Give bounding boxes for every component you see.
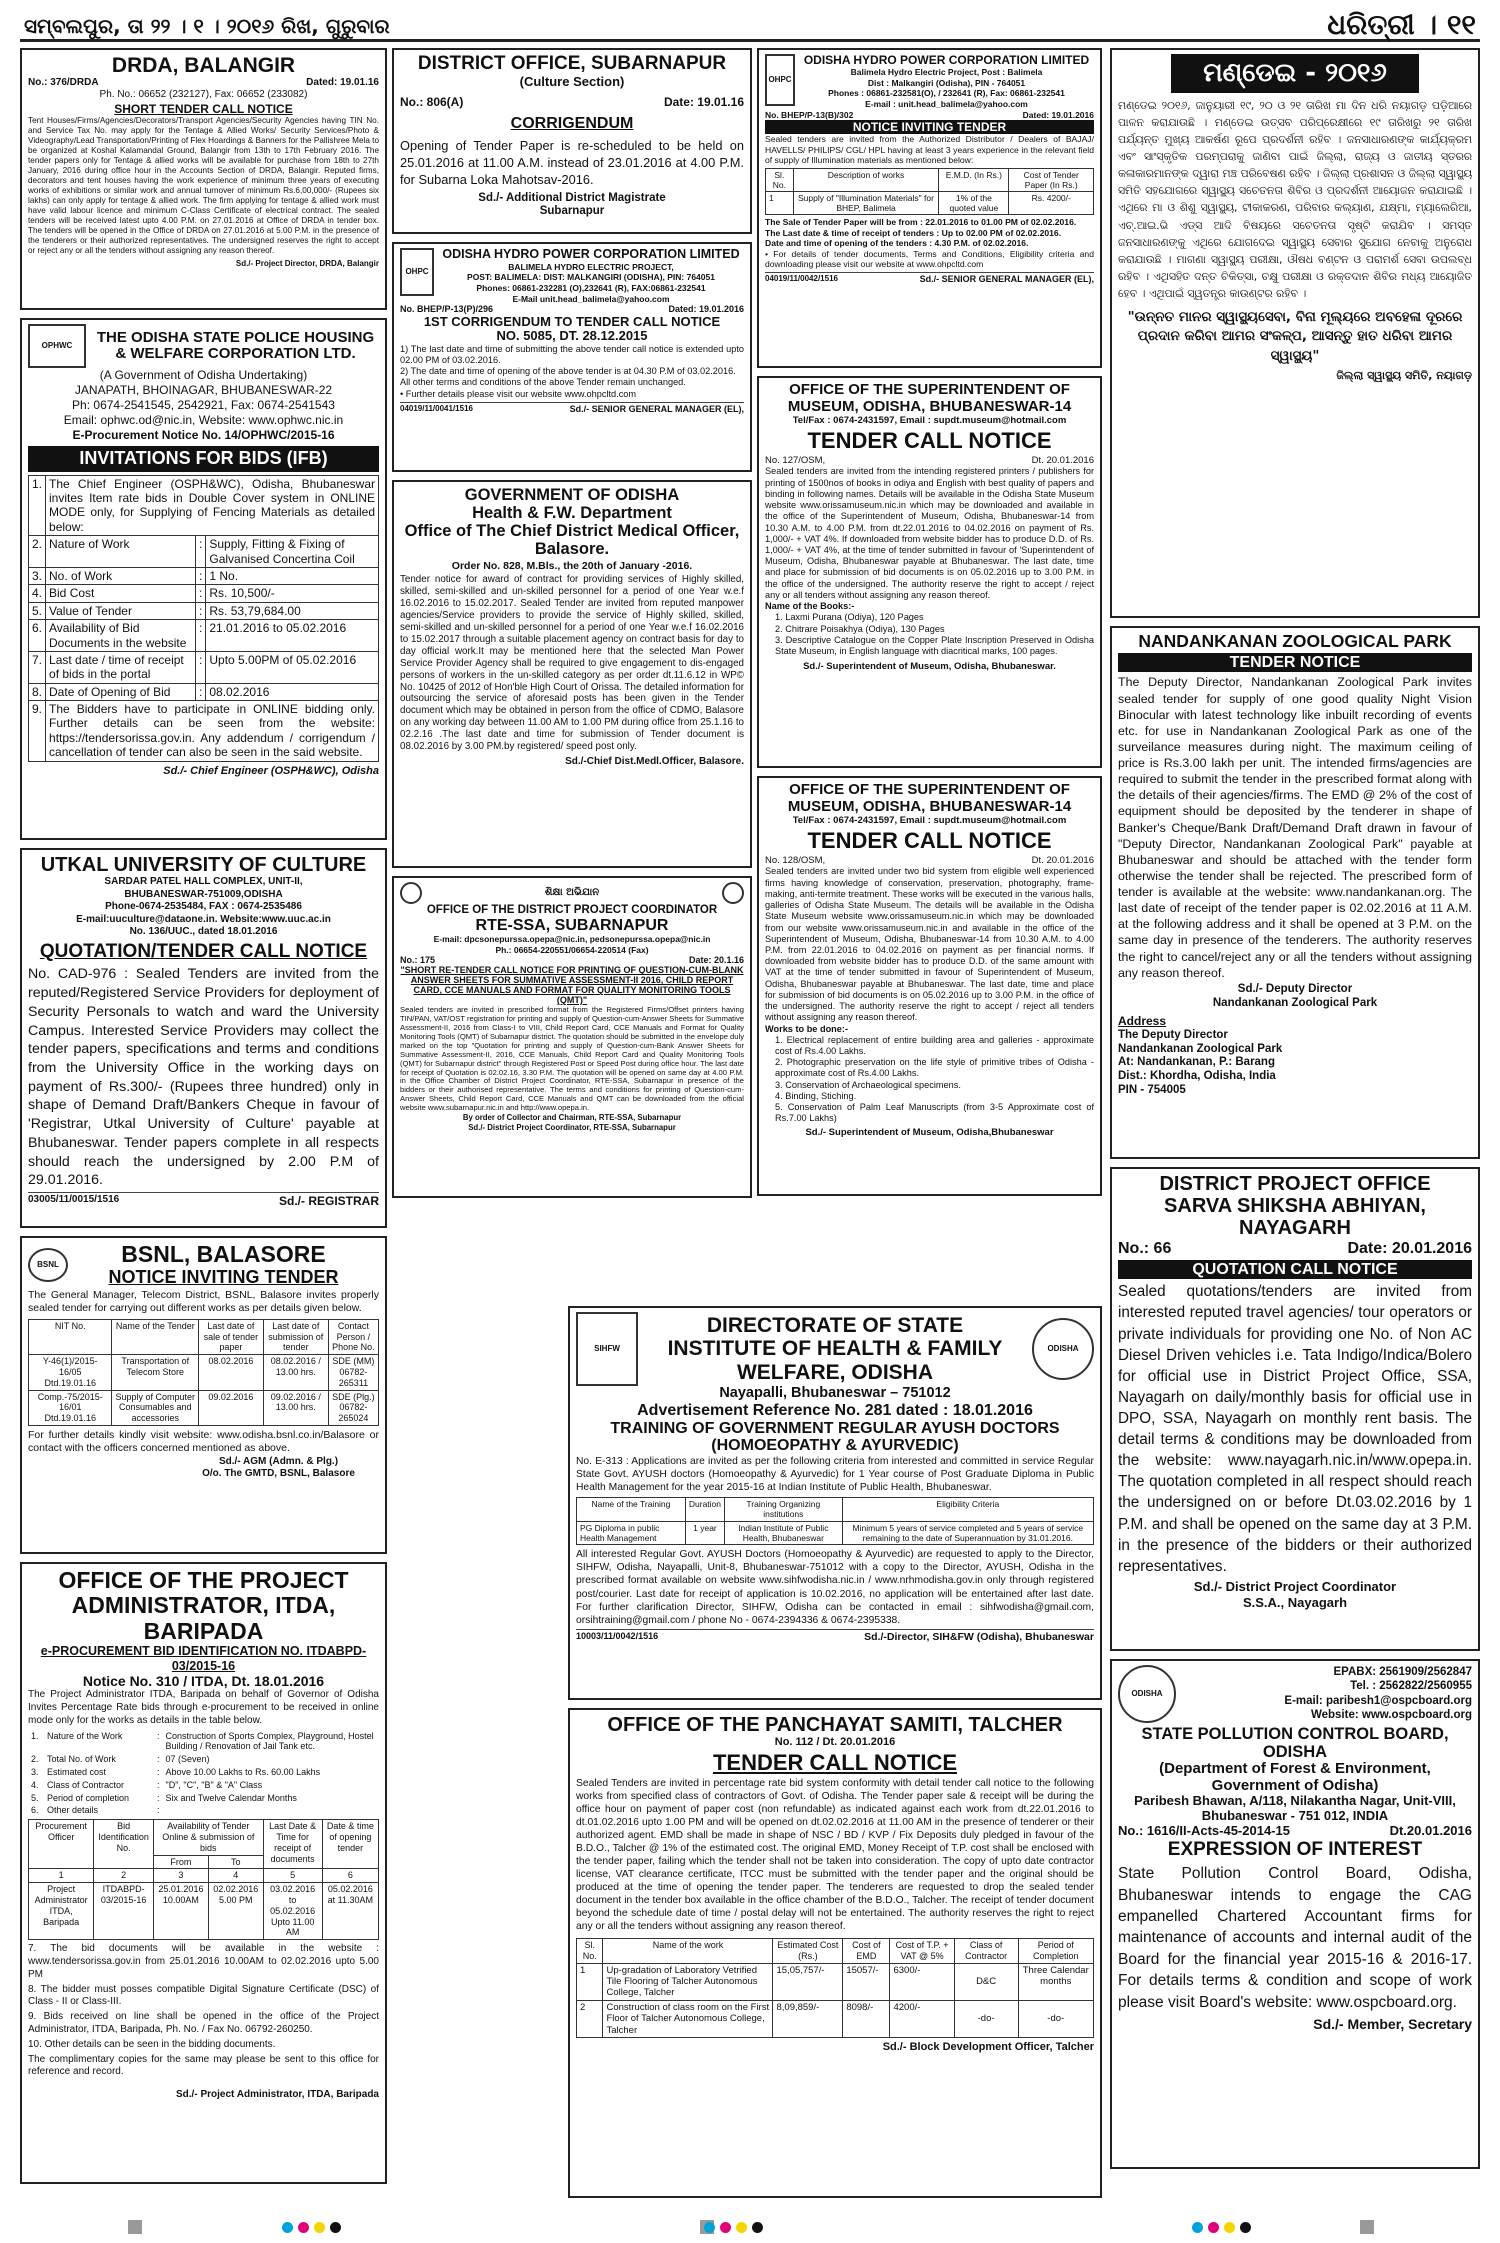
subarnapur-meta: [400, 95, 744, 109]
list-item: 5. Period of completion : Six and Twelve Calendar Months: [31, 1792, 297, 1803]
ad-bsnl-balasore: [20, 1236, 387, 1554]
table-row: 8. Date of Opening of Bid : 08.02.2016: [29, 683, 379, 700]
balasore-title-1: GOVERNMENT OF ODISHA: [464, 486, 680, 504]
nayagarh-title-2: SARVA SHIKSHA ABHIYAN, NAYAGARH: [1164, 1195, 1426, 1239]
museum1-title-2: MUSEUM, ODISHA, BHUBANESWAR-14: [787, 397, 1072, 415]
utkal-title: UTKAL UNIVERSITY OF CULTURE: [40, 854, 367, 876]
table-row: 4. Bid Cost : Rs. 10,500/-: [29, 585, 379, 602]
nayagarh-title-1: DISTRICT PROJECT OFFICE: [1159, 1173, 1431, 1195]
print-registration-strip: [0, 2212, 1500, 2243]
drda-no: No.: 376/DRDA: [28, 77, 99, 89]
table-row: 1 2 3 4 5 6: [29, 1869, 379, 1883]
ophwc-title-2: & WELFARE CORPORATION LTD.: [115, 345, 356, 362]
address-line: Nandankanan Zoological Park: [1118, 1042, 1283, 1055]
itda-title-3: e-PROCUREMENT BID IDENTIFICATION NO. ITDABPD-03/2015-16: [40, 1643, 367, 1673]
bsnl-signature-2: O/o. The GMTD, BSNL, Balasore: [202, 1467, 355, 1479]
ospcb-website: Website: www.ospcboard.org: [1310, 1709, 1472, 1722]
list-item: 2. Chitrare Poisakhya (Odiya), 130 Pages: [775, 623, 945, 634]
sihfw-title-1: DIRECTORATE OF STATE: [706, 1314, 964, 1338]
bsnl-title: BSNL, BALASORE: [121, 1241, 326, 1267]
list-item: 2. Photographic preservation on the life style of primitive tribes of Odisha - approximate cost of Rs.4.00 Lakhs.: [775, 1057, 1094, 1079]
museum2-meta: [765, 855, 1094, 866]
ospcb-no: No.: 1616/II-Acts-45-2014-15: [1118, 1822, 1290, 1838]
table-row: 2. Nature of Work : Supply, Fitting & Fixing of Galvanised Concertina Coil: [29, 536, 379, 568]
rtessa-title-1: OFFICE OF THE DISTRICT PROJECT COORDINATOR: [426, 904, 718, 916]
odia-slogan: "ଉନ୍ନତ ମାନର ସ୍ୱାସ୍ଥ୍ୟସେବା, ବିନା ମୂଲ୍ୟରେ ଅବହେଳା ଦୂରରେ ପ୍ରଦାନ କରିବା ଆମର ସଂକଳ୍ପ, ଆସନ୍ତୁ ହାତ ଧରିବା ଆମର ସ୍ୱାସ୍ଥ୍ୟ": [1127, 308, 1463, 364]
museum2-works-heading: Works to be done:-: [765, 1023, 849, 1034]
nandankanan-signature-1: Sd./- Deputy Director: [1237, 982, 1353, 995]
itda-note-8: 8. The bidder must posses compatible Digital Signature Certificate (DSC) of Class - II or Class-III.: [28, 1983, 379, 2008]
odia-body: ମଣ୍ଡେଇ ୨୦୧୬, ଜାନୁୟାରୀ ୧୯, ୨୦ ଓ ୨୧ ତାରିଖ ମା ଦିନ ଧରି ନୟାଗଡ଼ ପଡ଼ିଆରେ ପାଳନ କରାଯାଉଛି । ମଣ୍ଡେଇ ଉତ୍ସବ ପରିପ୍ରେକ୍ଷୀରେ ୧୯ ତାରିଖରୁ ୨୧ ତାରିଖ ପର୍ଯ୍ୟନ୍ତ ମୁଖ୍ୟ ଆକର୍ଷଣ ରୂପେ ପ୍ରଦର୍ଶନୀ ରହିବ । ଜନସାଧାରଣଙ୍କ କାର୍ଯ୍ୟକ୍ରମ ଏବଂ ସାଂସ୍କୃତିକ ପରମ୍ପରାକୁ ଜାଣିବା ପାଇଁ ଜିଲ୍ଲା, ରାଜ୍ୟ ଓ ଜାତୀୟ ସ୍ତରର କଳାକାରମାନଙ୍କ ଦ୍ୱାରା ମଞ୍ଚ ପରିବେଷଣ ରହିବ । ଜିଲ୍ଲା ପ୍ରଶାସନ ଓ ଜିଲ୍ଲା ସ୍ୱାସ୍ଥ୍ୟ ସମିତି ସହଯୋଗରେ ସ୍ୱାସ୍ଥ୍ୟ ସଚେତନତା ଶିବିର ଓ ପ୍ରଦର୍ଶନୀ ଆୟୋଜନ କରାଯାଇଛି । ଏଥିରେ ମା ଓ ଶିଶୁ ସ୍ୱାସ୍ଥ୍ୟ, ଟୀକାକରଣ, ପରିବାର କଲ୍ୟାଣ, ଯକ୍ଷ୍ମା, ମ୍ୟାଲେରିଆ, ଏଚ୍.ଆଇ.ଭି ଏଡ୍ସ ଆଦି ବିଷୟରେ ସଚେତନତା ସୃଷ୍ଟି କରାଯିବ । ସମସ୍ତ ଜନସାଧାରଣଙ୍କୁ ଏଥିରେ ଯୋଗଦେଇ ସ୍ୱାସ୍ଥ୍ୟ ସେବାର ସୁଯୋଗ ନେବାକୁ ଅନୁରୋଧ କରାଯାଉଛି । ମାଗଣା ସ୍ୱାସ୍ଥ୍ୟ ପରୀକ୍ଷା, ଔଷଧ ବଣ୍ଟନ ଓ ପରାମର୍ଶ ସେବା ଉପଲବ୍ଧ ରହିବ । ଏଥିସହିତ ଦନ୍ତ ଚିକିତ୍ସା, ଚକ୍ଷୁ ପରୀକ୍ଷା ଓ ରକ୍ତଦାନ ଶିବିର ମଧ୍ୟ ଆୟୋଜିତ ହେବ । ଏଥିପାଇଁ ସ୍ୱତନ୍ତ୍ର କାଉଣ୍ଟର ରହିବ ।: [1118, 99, 1472, 300]
nandankanan-body: The Deputy Director, Nandankanan Zoological Park invites sealed tender for supply of one good quality Night Vision Binocular with latest technology like inbuilt recording of events etc. for use in Nandankanan Zoological Park as one of the surveilance measures during night. The maximum ceiling of price is Rs.3.00 lakh per unit. The intended firms/agencies are required to submit the tender in the prescribed format along with the details of their agencies/firms. The EMD @ 2% of the cost of equipment should be deposited by the tenderer in shape of Banker's Cheque/Bank Draft/Demand Draft drawn in favour of "Deputy Director, Nandankanan Zoological Park" payable at Bhubaneswar and should be attached with the tender form otherwise the tender shall be rejected. The prescribed form of tender is available at the website: www.nandankanan.org. The last date of receipt of the tender paper is 02.02.2016 at 11 A.M. at the following address and it shall be opened at 3 P.M. on the same day in presence of the tenderers. The authority reserves the right to cancel/reject any or all the tenders without assigning any reason thereof.: [1118, 675, 1472, 980]
gray-swatch: [1360, 2220, 1374, 2234]
utkal-heading: QUOTATION/TENDER CALL NOTICE: [39, 940, 368, 962]
talcher-heading: TENDER CALL NOTICE: [712, 1750, 958, 1776]
ad-subarnapur-corrigendum: [392, 48, 752, 234]
itda-items: [28, 1730, 379, 1818]
drda-meta: [28, 77, 379, 89]
utkal-line-5: No. 136/UUC., dated 18.01.2016: [129, 926, 278, 937]
ad-itda-baripada: [20, 1562, 387, 2184]
ohpc1-header: [400, 248, 744, 304]
ssa-logo-icon: [400, 882, 422, 904]
balasore-title-3: Office of The Chief District Medical Officer, Balasore.: [404, 522, 740, 559]
sihfw-logo-icon: SIHFW: [576, 1312, 638, 1386]
table-row: 1 Supply of "Illumination Materials" for BHEP, Balimela 1% of the quoted value Rs. 4200/-: [766, 192, 1094, 215]
column-4: [1110, 48, 1480, 2177]
balasore-title-2: Health & F.W. Department: [472, 504, 672, 523]
list-item: 1. Nature of the Work : Construction of Sports Complex, Playground, Hostel Building / Renovation of Jail Tank etc.: [31, 1730, 374, 1752]
ospcb-header: [1118, 1665, 1472, 1723]
ospcb-body: State Pollution Control Board, Odisha, Bhubaneswar intends to engage the CAG empanelled Chartered Accountant firms for maintenance of accounts and internal audit of the Board for the financial year 2015-16 & 2016-17. For details terms & condition and scope of work please visit Board's website: www.ospcboard.org.: [1118, 1865, 1472, 2011]
museum1-books-heading: Name of the Books:-: [765, 601, 855, 612]
ophwc-line-4: Email: ophwc.od@nic.in, Website: www.ophwc.nic.in: [63, 413, 344, 427]
ohpc1-logo-icon: OHPC: [400, 248, 434, 296]
table-row: 1 Up-gradation of Laboratory Vetrified Tile Flooring of Talcher Autonomous College, Talcher 15,05,757/- 15057/- 6300/- D&C Three Calendar months: [577, 1963, 1094, 2000]
utkal-line-4: E-mail:uuculture@dataone.in. Website:www.uuc.ac.in: [76, 913, 331, 925]
table-row: Name of the Training Duration Training Organizing institutions Eligibility Criteria: [577, 1498, 1094, 1521]
ophwc-line-2: JANAPATH, BHOINAGAR, BHUBANESWAR-22: [74, 383, 333, 397]
bsnl-header: [28, 1242, 379, 1289]
ophwc-signature: Sd./- Chief Engineer (OSPH&WC), Odisha: [163, 764, 379, 777]
ohpc1-para-3: All other terms and conditions of the above Tender remain unchanged.: [400, 377, 686, 388]
utkal-code: 03005/11/0015/1516: [28, 1194, 120, 1206]
museum2-heading: TENDER CALL NOTICE: [807, 827, 1052, 853]
ad-ssa-nayagarh: [1110, 1167, 1480, 1651]
museum1-signature: Sd./- Superintendent of Museum, Odisha, Bhubaneswar.: [803, 661, 1056, 673]
sihfw-intro: No. E-313 : Applications are invited as per the following criteria from interested and committed in service Regular State Govt. AYUSH doctors (Homoeopathy & Ayurvedic) for 1 Year course of Post Graduate Diploma in Public Health Management for the year 2015-16 at Indian Institute of Public Health, Bhubaneswar.: [576, 1455, 1094, 1494]
sihfw-header: [576, 1312, 1094, 1386]
cyan-swatch: [704, 2222, 715, 2233]
ohpc2-para-4: • For details of tender documents, Terms and Conditions, Eligibility criteria and downloading please visit our website at www.ohpcltd.com: [765, 248, 1094, 270]
bsnl-intro: The General Manager, Telecom District, BSNL, Balasore invites properly sealed tender for carrying out different works as per details given below.: [28, 1288, 379, 1315]
ophwc-table: [28, 475, 379, 762]
ad-ohpc-nit: [757, 48, 1102, 368]
ohpc2-code: 04019/11/0042/1516: [765, 273, 838, 283]
drda-title: DRDA, BALANGIR: [111, 54, 296, 77]
subarnapur-body: Opening of Tender Paper is re-scheduled to be held on 25.01.2016 at 11.00 A.M. instead of 23.01.2016 at 4.00 P.M. for Subarna Loka Mahotsav-2016.: [400, 137, 744, 188]
emblem-icon: [722, 882, 744, 904]
nayagarh-bar: QUOTATION CALL NOTICE: [1118, 1260, 1472, 1279]
ohpc2-line-3: Phones : 06861-232581(O), / 232641 (R), Fax: 06861-232541: [828, 88, 1065, 99]
table-row: From To: [29, 1855, 379, 1869]
itda-note-7: 7. The bid documents will be available in the website : www.tendersorissa.gov.in from 25.01.2016 10.00AM to 02.02.2016 upto 5.00 PM: [28, 1943, 379, 1980]
rtessa-signature-1: By order of Collector and Chairman, RTE-SSA, Subarnapur: [462, 1113, 682, 1123]
nayagarh-date: Date: 20.01.2016: [1347, 1240, 1472, 1257]
ohpc1-footer: [400, 402, 744, 415]
ohpc2-table: [765, 168, 1094, 216]
sihfw-footer: [576, 1629, 1094, 1644]
ohpc2-no: No. BHEP/P-13(B)/302: [765, 109, 854, 120]
ohpc2-title: ODISHA HYDRO POWER CORPORATION LIMITED: [803, 53, 1090, 67]
utkal-signature: Sd./- REGISTRAR: [278, 1194, 379, 1209]
black-swatch: [330, 2222, 341, 2233]
ohpc2-header: [765, 54, 1094, 110]
ospcb-epabx: EPABX: 2561909/2562847: [1333, 1666, 1472, 1678]
table-row: 1. The Chief Engineer (OSPH&WC), Odisha, Bhubaneswar invites Item rate bids in Double Cover system in ONLINE MODE only, for Supplying of Fencing Materials as detailed below:: [29, 475, 379, 536]
header-paper-name: ଧରିତ୍ରୀ । ୧୧: [1327, 8, 1476, 41]
museum2-no: No. 128/OSM,: [765, 855, 826, 867]
itda-note-copies: The complimentary copies for the same may please be sent to this office for reference and record.: [28, 2053, 379, 2078]
nandankanan-title: NANDANKANAN ZOOLOGICAL PARK: [1138, 631, 1452, 651]
list-item: 2. Total No. of Work : 07 (Seven): [31, 1754, 210, 1765]
museum2-title-1: OFFICE OF THE SUPERINTENDENT OF: [789, 781, 1070, 798]
ophwc-title-1: THE ODISHA STATE POLICE HOUSING: [96, 328, 375, 346]
itda-notice-no: Notice No. 310 / ITDA, Dt. 18.01.2016: [82, 1672, 325, 1689]
ospcb-meta: [1118, 1823, 1472, 1839]
black-swatch: [1240, 2222, 1251, 2233]
subarnapur-signature-2: Subarnapur: [539, 205, 605, 218]
museum1-meta: [765, 455, 1094, 466]
cyan-swatch: [282, 2222, 293, 2233]
ohpc1-date: Dated: 19.01.2016: [668, 304, 744, 315]
table-row: 5. Value of Tender : Rs. 53,79,684.00: [29, 602, 379, 619]
drda-heading: SHORT TENDER CALL NOTICE: [114, 101, 293, 116]
table-row: 7. Last date / time of receipt of bids in the portal : Upto 5.00PM of 05.02.2016: [29, 651, 379, 683]
ohpc1-heading-1: 1ST CORRIGENDUM TO TENDER CALL NOTICE: [423, 314, 721, 330]
nandankanan-address-heading: Address: [1118, 1014, 1167, 1029]
address-line: At: Nandankanan, P.: Barang: [1118, 1056, 1275, 1069]
ad-ohpc-corrigendum: [392, 242, 752, 472]
subarnapur-subtitle: (Culture Section): [519, 73, 625, 89]
sihfw-table: [576, 1497, 1094, 1545]
rtessa-body: Sealed tenders are invited in prescribed format from the Registered Firms/Offset printers having TIN/PAN, VAT/OST registration for printing and supply of Question-cum-Answer Sheets for Summative Assessment-II, 2016 from Class-I to VIII, Child Report Card, CCE Manuals and Format for Quality Monitoring Tools (QMT) of Subarnapur district. The quotation should be submitted in the envelope duly marked on the top "Quotation for printing and supply of Question-cum-Bank Answer Sheets for Summative Assessment-II, 2016, CCE Manuals, Child Report Card and Quality Monitoring Tools (QMT) for Subarnapur district" through Registered Post or Speed Post during office hour. The last date for receipt of Quotation is 02.02.16, 3.30 P.M. The quotation will be opened on same day at 4.00 P.M. in the Office Chamber of District Project Coordinator, RTE-SSA, Subarnapur in presence of the bidders or their authorised representative. The terms and conditions for printing of Question-cum-Answer Sheets, Child Report Card, CCE Manuals and QMT can be downloaded from the official website www.subarnapur.nic.in and http://www.opepa.in.: [400, 1004, 744, 1113]
drda-date: Dated: 19.01.16: [306, 77, 379, 89]
ad-utkal-university: [20, 848, 387, 1228]
ohpc2-date: Dated: 19.01.2016: [1022, 109, 1094, 120]
talcher-signature: Sd./- Block Development Officer, Talcher: [882, 2041, 1094, 2054]
yellow-swatch: [314, 2222, 325, 2233]
nayagarh-no: No.: 66: [1118, 1240, 1172, 1257]
column-1: [20, 48, 387, 2192]
table-row: PG Diploma in public Health Management 1 year Indian Institute of Public Health, Bhubaneswar Minimum 5 years of service completed and 5 years of service remaining to the date of Superannuation by 31.01.2016.: [577, 1521, 1094, 1544]
table-row: Sl. No. Description of works E.M.D. (In Rs.) Cost of Tender Paper (In Rs.): [766, 168, 1094, 191]
yellow-swatch: [1224, 2222, 1235, 2233]
itda-title-1: OFFICE OF THE PROJECT: [58, 1567, 349, 1593]
ospcb-address: Paribesh Bhawan, A/118, Nilakantha Nagar, Unit-VIII, Bhubaneswar - 751 012, INDIA: [1134, 1793, 1456, 1823]
museum1-heading: TENDER CALL NOTICE: [807, 427, 1052, 453]
ad-museum-128: [757, 776, 1102, 1196]
ohpc1-para-4: • Further details please visit our website www.ohpcltd.com: [400, 388, 637, 399]
museum2-title-2: MUSEUM, ODISHA, BHUBANESWAR-14: [787, 797, 1072, 815]
museum2-signature: Sd./- Superintendent of Museum, Odisha,Bhubaneswar: [805, 1127, 1054, 1139]
ohpc1-line-2: POST: BALIMELA: DIST: MALKANGIRI (ODISHA), PIN: 764051: [467, 272, 715, 283]
table-row: Procurement Officer Bid Identification No. Availability of Tender Online & submission of bids Last Date & Time for receipt of documents Date & time of opening tender: [29, 1820, 379, 1855]
museum1-no: No. 127/OSM,: [765, 455, 826, 467]
ohpc2-logo-icon: OHPC: [765, 54, 795, 106]
rtessa-phone: Ph.: 06654-220551/06654-220514 (Fax): [495, 944, 649, 955]
talcher-body: Sealed Tenders are invited in percentage rate bid system conformity with detail tender call notice to the following works from specified class of contractors of Govt. of Odisha. The Tender paper sale & receipt will be during the office hour on payment of paper cost (non refundable) as indicated against each work from dt.22.01.2016 to dt.01.02.2016 upto 1.00 PM and will be opened on dt.02.02.2016 at 11.00 AM in the presence of tenderer or their authorized agent. EMD shall be made in shape of NSC / BD / KVP / Fix Deposits duly pledged in favour of the B.D.O., Talcher @ 1% of the estimated cost. The original EMD, Money Receipt of T.P. cost shall be enclosed with the tender paper, failing which the tender shall not be taken into consideration. The copy of upto date contractor license, VAT clearance certificate, ITCC must be submitted with the tender paper and the original should be produced at the time of opening the tender paper. The tenderers are requested to drop the sealed tender document in the tender box available in the office chamber of the B.D.O., Talcher. The receipt of tender document beyond the schedule date of time / postal delay will not be entertained. The authority reserves the right to reject any or all the tenders without assigning any reason thereof.: [576, 1778, 1094, 1933]
balasore-signature: Sd./-Chief Dist.Medl.Officer, Balasore.: [565, 756, 744, 768]
rtessa-top-label: ଶିକ୍ଷା ଅଭିଯାନ: [544, 887, 600, 898]
yellow-swatch: [736, 2222, 747, 2233]
bsnl-heading: NOTICE INVITING TENDER: [108, 1267, 339, 1288]
ospcb-title: STATE POLLUTION CONTROL BOARD, ODISHA: [1141, 1725, 1449, 1762]
ad-rte-ssa-subarnapur: [392, 876, 752, 1198]
address-line: The Deputy Director: [1118, 1028, 1228, 1041]
ad-talcher: [568, 1708, 1102, 2198]
ohpc2-para-2: The Last date & time of receipt of tenders : Up to 02.00 PM of 02.02.2016.: [765, 227, 1062, 238]
rtessa-title-2: RTE-SSA, SUBARNAPUR: [475, 916, 669, 934]
column-3: [757, 48, 1102, 1204]
drda-body: Tent Houses/Firms/Agencies/Decorators/Transport Agencies/Security Agencies having TIN No. and Service Tax No. may apply for the Tentage & Allied Works/ Security Services/Photo & Videography/Lead Transportation/Printing of Flex Hoardings & Banners for the Pallishree Mela to be organized at Koshal Kalamandal Ground, Balangir from 13th to 17th February 2016. The tender papers only for Tentage & allied works will be available for purchase from 18th to 27th January, 2016 during office hour in the Accounts Section of DRDA, Balangir. Reputed firms, decorators and tent houses having the work experience of minimum three years of executing works of exhibitions or similar work and annual turnover of minimum Rs.6,00,000/- (Rupees six lakhs) can only apply for tentage & allied work. The firm applying for tentage & allied work must have valid labour licence and minimum C-Class Certificate of electrical contract. The sealed tenders will be received latest upto 4.00 P.M. on 27.01.2016 at Office of DRDA in tender box. The tenders will be opened in the Office of DRDA on 27.01.2016 at 5.00 P.M. in the presence of the tenderers or their authorized representatives. The undersigned reserves the right to accept or reject any or all the tenders without assigning any reason thereof.: [28, 115, 379, 255]
address-line: Dist.: Khordha, Odisha, India: [1118, 1070, 1276, 1083]
itda-intro: The Project Administrator ITDA, Baripada on behalf of Governor of Odisha Invites Percentage Rate bids through e-procurement to be received in online mode only for the works as details in the table below.: [28, 1689, 379, 1726]
ohpc2-signature: Sd./- SENIOR GENERAL MANAGER (EL),: [919, 273, 1094, 284]
sihfw-address: Nayapalli, Bhubaneswar – 751012: [719, 1385, 951, 1401]
list-item: 4. Binding, Stiching.: [775, 1090, 857, 1101]
itda-note-9: 9. Bids received on line shall be opened in the office of the Project Administrator, ITDA, Baripada, Ph. No. / Fax No. 06792-260250.: [28, 2011, 379, 2035]
odia-title: ମଣ୍ଡେଇ - ୨୦୧୬: [1171, 54, 1419, 93]
sihfw-code: 10003/11/0042/1516: [576, 1631, 659, 1642]
ohpc1-signature: Sd./- SENIOR GENERAL MANAGER (EL),: [569, 403, 744, 414]
ospcb-heading: EXPRESSION OF INTEREST: [1167, 1839, 1423, 1861]
itda-title-2: ADMINISTRATOR, ITDA, BARIPADA: [71, 1592, 336, 1644]
talcher-title: OFFICE OF THE PANCHAYAT SAMITI, TALCHER: [607, 1714, 1063, 1736]
ophwc-line-1: (A Government of Odisha Undertaking): [99, 368, 308, 382]
sihfw-title-2: INSTITUTE OF HEALTH & FAMILY: [667, 1337, 1003, 1361]
utkal-body: No. CAD-976 : Sealed Tenders are invited from the reputed/Registered Service Providers for deployment of Security Personals to watch and ward the University Campus. Interested Service Providers may collect the tender papers, specifications and terms and conditions from the University Office in the working days on payment of Rs.300/- (Rupees three hundred) only in shape of Demand Draft/Bankers Cheque in favour of 'Registrar, Utkal University of Culture' payable at Bhubaneswar. Tender papers complete in all respects should reach the undersigned by 2.00 P.M of 29.01.2016.: [28, 966, 379, 1189]
bsnl-logo-icon: BSNL: [28, 1248, 68, 1282]
utkal-line-1: SARDAR PATEL HALL COMPLEX, UNIT-II,: [104, 876, 303, 887]
ophwc-line-3: Ph: 0674-2541545, 2542921, Fax: 0674-2541543: [72, 398, 335, 412]
drda-signature: Sd./- Project Director, DRDA, Balangir: [235, 258, 379, 268]
odisha-emblem-icon: ODISHA: [1032, 1318, 1094, 1380]
nayagarh-signature-2: S.S.A., Nayagarh: [1242, 1594, 1348, 1610]
table-row: 2 Construction of class room on the First Floor of Talcher Autonomous College, Talcher 8,09,859/- 8098/- 4200/- -do- -do-: [577, 2000, 1094, 2037]
balasore-body: Tender notice for award of contract for providing services of Highly skilled, skilled, semi-skilled and un-skilled personnel for a period of one Year w.e.f 16.02.2016 to 15.02.2017. Sealed Tender are invited from reputed manpower agencies/Service providers to provide the service of Highly skilled, skilled, semi-skilled and un-skilled personnel for a period of one Year w.e.f 16.02.2016 to 15.02.2017 through a suitable placement agency on contract basis for day to day official work.It may be mentioned here that the selected Man Power Service Provider Agency shall be required to give engagement to dis-engaged persons of workers in the un-skilled category as per order dt.11.6.12 in WP© No. 10425 of 2012 of Hon'ble High Court of Orissa. The detailed information for outsourcing the service of aforesaid posts has been given in the Tender document which may be obtained in person from the office of CDMO, Balasore on any working day between 11.00 AM to 1.00 PM during office from 25.1.16 to 02.2.16 .The last date and time for submission of Tender document is 08.02.2016 by 3.00 PM.by registered/ speed post only.: [400, 574, 744, 753]
address-line: PIN - 754005: [1118, 1083, 1186, 1096]
utkal-footer: [28, 1192, 379, 1208]
museum2-body: Sealed tenders are invited under two bid system from eligible well experienced firms having knowledge of conservation, preservation, photography, frame-making, anti-termite treatment. These works will be executed in the various halls, galleries of Odisha State Museum. The details will be available in the Odisha State Museum website www.orissamuseum.nic.in which may be downloaded from our website www.orissamuseum.nic.in and available in the office of the Superintendent of Museum, Odisha, Bhubaneswar-14 from 10.30 A.M. to 4.00 P.M. from 22.01.2016 to 04.02.2016 on payment as per financial norms. If downloaded from website bidder has to produce D.D. of the same amount with VAT at the time of tender submitted in favour of Superintendent of Museum, Odisha, Bhubaneswar payable at Bhubaneswar. The last date, time and place for submission of bid documents is on 05.02.2016 up to 3.00 P.M. in the office of the undersigned. The authority reserve the right to accept / reject all tenders without assigning any reason thereof.: [765, 866, 1094, 1023]
magenta-swatch: [298, 2222, 309, 2233]
ospcb-logo-icon: ODISHA: [1118, 1665, 1176, 1723]
ospcb-subtitle: (Department of Forest & Environment, Government of Odisha): [1159, 1760, 1431, 1794]
ad-ophwc: [20, 318, 387, 840]
gray-swatch: [128, 2220, 142, 2234]
rtessa-heading: "SHORT RE-TENDER CALL NOTICE FOR PRINTING OF QUESTION-CUM-BLANK ANSWER SHEETS FOR SUMMATIVE ASSESSMENT-II 2016, CHILD REPORT CARD, CCE MANUALS AND FORMAT FOR QUALITY MONITORING TOOLS (QMT)": [400, 965, 744, 1005]
ohpc2-para-1: The Sale of Tender Paper will be from : 22.01.2016 to 01.00 PM of 02.02.2016.: [765, 217, 1077, 228]
ophwc-logo-icon: OPHWC: [28, 324, 86, 368]
page-header: [20, 6, 1480, 42]
odia-signature: ଜିଲ୍ଲା ସ୍ୱାସ୍ଥ୍ୟ ସମିତି, ନୟାଗଡ଼: [1336, 369, 1472, 383]
magenta-swatch: [720, 2222, 731, 2233]
ophwc-bar: INVITATIONS FOR BIDS (IFB): [28, 446, 379, 472]
ospcb-tel: Tel. : 2562822/2560955: [1350, 1680, 1472, 1693]
nayagarh-signature-1: Sd./- District Project Coordinator: [1193, 1578, 1397, 1594]
rtessa-signature-2: Sd./- District Project Coordinator, RTE-SSA, Subarnapur: [468, 1122, 676, 1132]
ohpc1-code: 04019/11/0041/1516: [400, 403, 473, 413]
black-swatch: [752, 2222, 763, 2233]
sihfw-training-title: TRAINING OF GOVERNMENT REGULAR AYUSH DOCTORS (HOMOEOPATHY & AYURVEDIC): [610, 1419, 1060, 1455]
museum2-contact: Tel/Fax : 0674-2431597, Email : supdt.museum@hotmail.com: [792, 815, 1067, 826]
list-item: 5. Conservation of Palm Leaf Manuscripts (from 3-5 Approximate cost of Rs.7.00 Lakhs): [775, 1102, 1094, 1124]
ohpc2-meta: [765, 110, 1094, 120]
sihfw-body: All interested Regular Govt. AYUSH Doctors (Homoeopathy & Ayurvedic) are requested to apply to the Director, SIHFW, Odisha, Nayapalli, Unit-8, Bhubaneswar-751012 with a copy to the Director, AYUSH, Odisha in the prescribed format available on website www.sihfwodisha.nic.in / www.nrhmodisha.gov.in only through registered post/courier. Last date for receipt of application is 10.02.2016, no application will be entertained after last date. For further clarification Director, SIHFW, Odisha can be contacted in email : sihfwodisha@gmail.com, orsihtraining@gmail.com / phone No - 0674-2394336 & 0674-2395338.: [576, 1548, 1094, 1626]
ad-museum-127: [757, 376, 1102, 768]
table-row: Comp.-75/2015-16/01 Dtd.19.01.16 Supply of Computer Consumables and accessories 09.02.2016 09.02.2016 / 13.00 hrs. SDE (Plg.) 06782-265024: [29, 1390, 379, 1425]
ospcb-signature: Sd./- Member, Secretary: [1313, 2015, 1472, 2032]
sihfw-ad-ref: Advertisement Reference No. 281 dated : 18.01.2016: [637, 1401, 1033, 1419]
itda-signature: Sd./- Project Administrator, ITDA, Baripada: [176, 2089, 379, 2101]
museum1-date: Dt. 20.01.2016: [1031, 455, 1094, 467]
rtessa-logos: [400, 882, 744, 904]
itda-note-10: 10. Other details can be seen in the bidding documents.: [28, 2038, 276, 2050]
museum1-title-1: OFFICE OF THE SUPERINTENDENT OF: [789, 381, 1070, 398]
list-item: 6. Other details :: [31, 1805, 160, 1816]
talcher-notice-no: No. 112 / Dt. 20.01.2016: [774, 1736, 896, 1748]
ohpc1-no: No. BHEP/P-13(P)/296: [400, 304, 494, 315]
subarnapur-no: No.: 806(A): [400, 95, 464, 110]
table-row: Project Administrator ITDA, Baripada ITDABPD-03/2015-16 25.01.2016 10.00AM 02.02.2016 5.00 PM 03.02.2016 to 05.02.2016 Upto 11.00 AM 05.02.2016 at 11.30AM: [29, 1883, 379, 1940]
ospcb-date: Dt.20.01.2016: [1389, 1822, 1472, 1838]
ohpc2-bar: NOTICE INVITING TENDER: [765, 120, 1094, 134]
museum1-contact: Tel/Fax : 0674-2431597, Email : supdt.museum@hotmail.com: [792, 415, 1067, 426]
ohpc2-footer: [765, 272, 1094, 285]
list-item: 3. Conservation of Archaeological specimens.: [775, 1079, 961, 1090]
ad-ospcb: [1110, 1659, 1480, 2169]
nayagarh-meta: [1118, 1239, 1472, 1258]
table-row: Sl. No. Name of the work Estimated Cost (Rs.) Cost of EMD Cost of T.P. + VAT @ 5% Class of Contractor Period of Completion: [577, 1939, 1094, 1964]
list-item: 1. Electrical replacement of entire building area and galleries - approximate cost of Rs.4.00 Lakhs.: [775, 1034, 1094, 1056]
ophwc-line-5: E-Procurement Notice No. 14/OPHWC/2015-16: [72, 428, 335, 442]
nandankanan-bar: TENDER NOTICE: [1118, 653, 1472, 672]
subarnapur-heading: CORRIGENDUM: [510, 114, 634, 132]
bsnl-table: [28, 1319, 379, 1426]
ohpc2-line-2: Dist : Malkangiri (Odisha), PIN - 764051: [867, 77, 1026, 88]
ohpc2-line-4: E-mail : unit.head_balimela@yahoo.com: [865, 99, 1028, 110]
table-row: Y-46(1)/2015-16/05 Dtd.19.01.16 Transportation of Telecom Store 08.02.2016 08.02.2016 / 13.00 hrs. SDE (MM) 06782-265311: [29, 1355, 379, 1390]
list-item: 3. Estimated cost : Above 10.00 Lakhs to Rs. 60.00 Lakhs: [31, 1767, 321, 1778]
nayagarh-body: Sealed quotations/tenders are invited from interested reputed travel agencies/ tour operators or private individuals for providing one No. of Non AC Diesel Driven vehicles i.e. Tata Indigo/Indica/Bolero for official use in District Project Office, SSA, Nayagarh on daily/monthly basis for official use in DPO, SSA, Nayagarh on monthly rent basis. The detail terms & conditions may be downloaded from the website: www.nayagarh.nic.in/www.opepa.in. The quotation completed in all respect should reach the undersigned on or before Dt.03.02.2016 by 1 P.M. and shall be opened on the same day at 3 P.M. in the presence of the bidders or their authorized representatives.: [1118, 1283, 1472, 1575]
subarnapur-title: DISTRICT OFFICE, SUBARNAPUR: [417, 53, 727, 74]
cyan-swatch: [1192, 2222, 1203, 2233]
ad-mandei-2016: [1110, 48, 1480, 618]
talcher-table: [576, 1938, 1094, 2038]
utkal-line-3: Phone-0674-2535484, FAX : 0674-2535486: [105, 901, 302, 912]
ohpc1-line-1: BALIMELA HYDRO ELECTRIC PROJECT,: [508, 261, 674, 272]
subarnapur-date: Date: 19.01.16: [663, 95, 744, 110]
ohpc1-para-1: 1) The last date and time of submitting the above tender call notice is extended upto 02.00 PM of 03.02.2016.: [400, 343, 744, 365]
nandankanan-signature-2: Nandankanan Zoological Park: [1212, 996, 1378, 1009]
balasore-order: Order No. 828, M.Bls., the 20th of January -2016.: [451, 559, 693, 572]
itda-table: [28, 1819, 379, 1940]
table-row: 6. Availability of Bid Documents in the website : 21.01.2016 to 05.02.2016: [29, 620, 379, 652]
list-item: 1. Laxmi Purana (Odiya), 120 Pages: [775, 612, 924, 623]
header-date: ସମ୍ବଲପୁର, ତା ୨୨ । ୧ । ୨୦୧୬ ରିଖ, ଗୁରୁବାର: [24, 14, 390, 38]
sihfw-signature: Sd./-Director, SIH&FW (Odisha), Bhubaneswar: [864, 1631, 1094, 1644]
ad-cdmo-balasore: [392, 480, 752, 868]
ohpc1-heading-2: NO. 5085, DT. 28.12.2015: [496, 328, 648, 344]
list-item: 4. Class of Contractor : "D", "C", "B" & "A" Class: [31, 1779, 263, 1790]
bsnl-further: For further details kindly visit website: www.odisha.bsnl.co.in/Balasore or contact with the officers concerned mentioned as above.: [28, 1428, 379, 1455]
ohpc2-para-3: Date and time of opening of the tenders : 4.30 P.M. of 02.02.2016.: [765, 238, 1029, 249]
column-2: [392, 48, 752, 1206]
magenta-swatch: [1208, 2222, 1219, 2233]
ad-nandankanan: [1110, 626, 1480, 1159]
ohpc1-para-2: 2) The date and time of opening of the above tender is at 04.30 P.M of 03.02.2016.: [400, 366, 736, 377]
table-row: 3. No. of Work : 1 No.: [29, 567, 379, 584]
ohpc2-body: Sealed tenders are invited from the Authorized Distributor / Dealers of BAJAJ/ HAVELLS/ PHILIPS/ CGL/ HPL having at least 3 years experience in the relevant field of supply of Illumination materials as mentioned below:: [765, 134, 1094, 166]
ohpc2-line-1: Balimela Hydro Electric Project, Post : Balimela: [850, 67, 1043, 78]
ospcb-email: E-mail: paribesh1@ospcboard.org: [1284, 1694, 1472, 1707]
sihfw-title-3: WELFARE, ODISHA: [736, 1360, 933, 1384]
subarnapur-signature-1: Sd./- Additional District Magistrate: [478, 191, 666, 204]
rtessa-email: E-mail: dpcsonepurssa.opepa@nic.in, pedsonepurssa.opepa@nic.in: [433, 934, 711, 945]
rtessa-no: No.: 175: [400, 955, 436, 966]
museum1-body: Sealed tenders are invited from the intending registered printers / publishers for printing of 1500nos of books in odiya and English with best quality of papers and binding in following names. Details will be available in the Odisha State Museum website www.orissamuseum.nic.in which may be downloaded and available in the office of the Superintendent of Museum, Odisha, Bhubaneswar-14 from 10.30 A.M. to 4.00 P.M. from dt.22.01.2016 to 04.02.2016 on payment of Rs. 1,000/- + VAT 4%. If downloaded from website bidder has to produce D.D. of Rs. 1,000/- + VAT 4%, at the time of tender submitted in favour of 'Superintendent of Museum, Odisha, Bhubaneswar payable at Bhubaneswar. The last date, time and place for submission of bid documents is on 05.02.2016 up to 3.00 P.M. in the office of the undersigned. The authority reserve the right to accept / reject any or all tenders without assigning any reason thereof.: [765, 466, 1094, 600]
museum2-date: Dt. 20.01.2016: [1031, 855, 1094, 867]
ohpc1-title: ODISHA HYDRO POWER CORPORATION LIMITED: [442, 247, 740, 261]
drda-phone: Ph. No.: 06652 (232127), Fax: 06652 (233082): [99, 89, 308, 101]
ad-sihfw: [568, 1306, 1102, 1700]
list-item: 3. Descriptive Catalogue on the Copper Plate Inscription Preserved in Odisha State Museum, in English language with diacritical marks, 100 pages.: [775, 634, 1094, 656]
table-row: 9. The Bidders have to participate in ONLINE bidding only. Further details can be seen from the website: https://tendersorissa.gov.in. Any addendum / corrigendum / cancellation of tender can also be seen in the said website.: [29, 701, 379, 762]
ophwc-header: [28, 324, 379, 368]
bsnl-signature-1: Sd./- AGM (Admn. & Plg.): [218, 1455, 339, 1467]
ad-drda-balangir: [20, 48, 387, 310]
rtessa-date: Date: 20.1.16: [688, 955, 744, 966]
table-row: NIT No. Name of the Tender Last date of sale of tender paper Last date of submission of tender Contact Person / Phone No.: [29, 1319, 379, 1354]
ohpc1-line-3: Phones: 06861-232281 (O),232641 (R), FAX:06861-232541: [476, 283, 706, 293]
utkal-line-2: BHUBANESWAR-751009,ODISHA: [124, 888, 283, 900]
ohpc1-line-4: E-Mail unit.head_balimela@yahoo.com: [512, 293, 670, 304]
